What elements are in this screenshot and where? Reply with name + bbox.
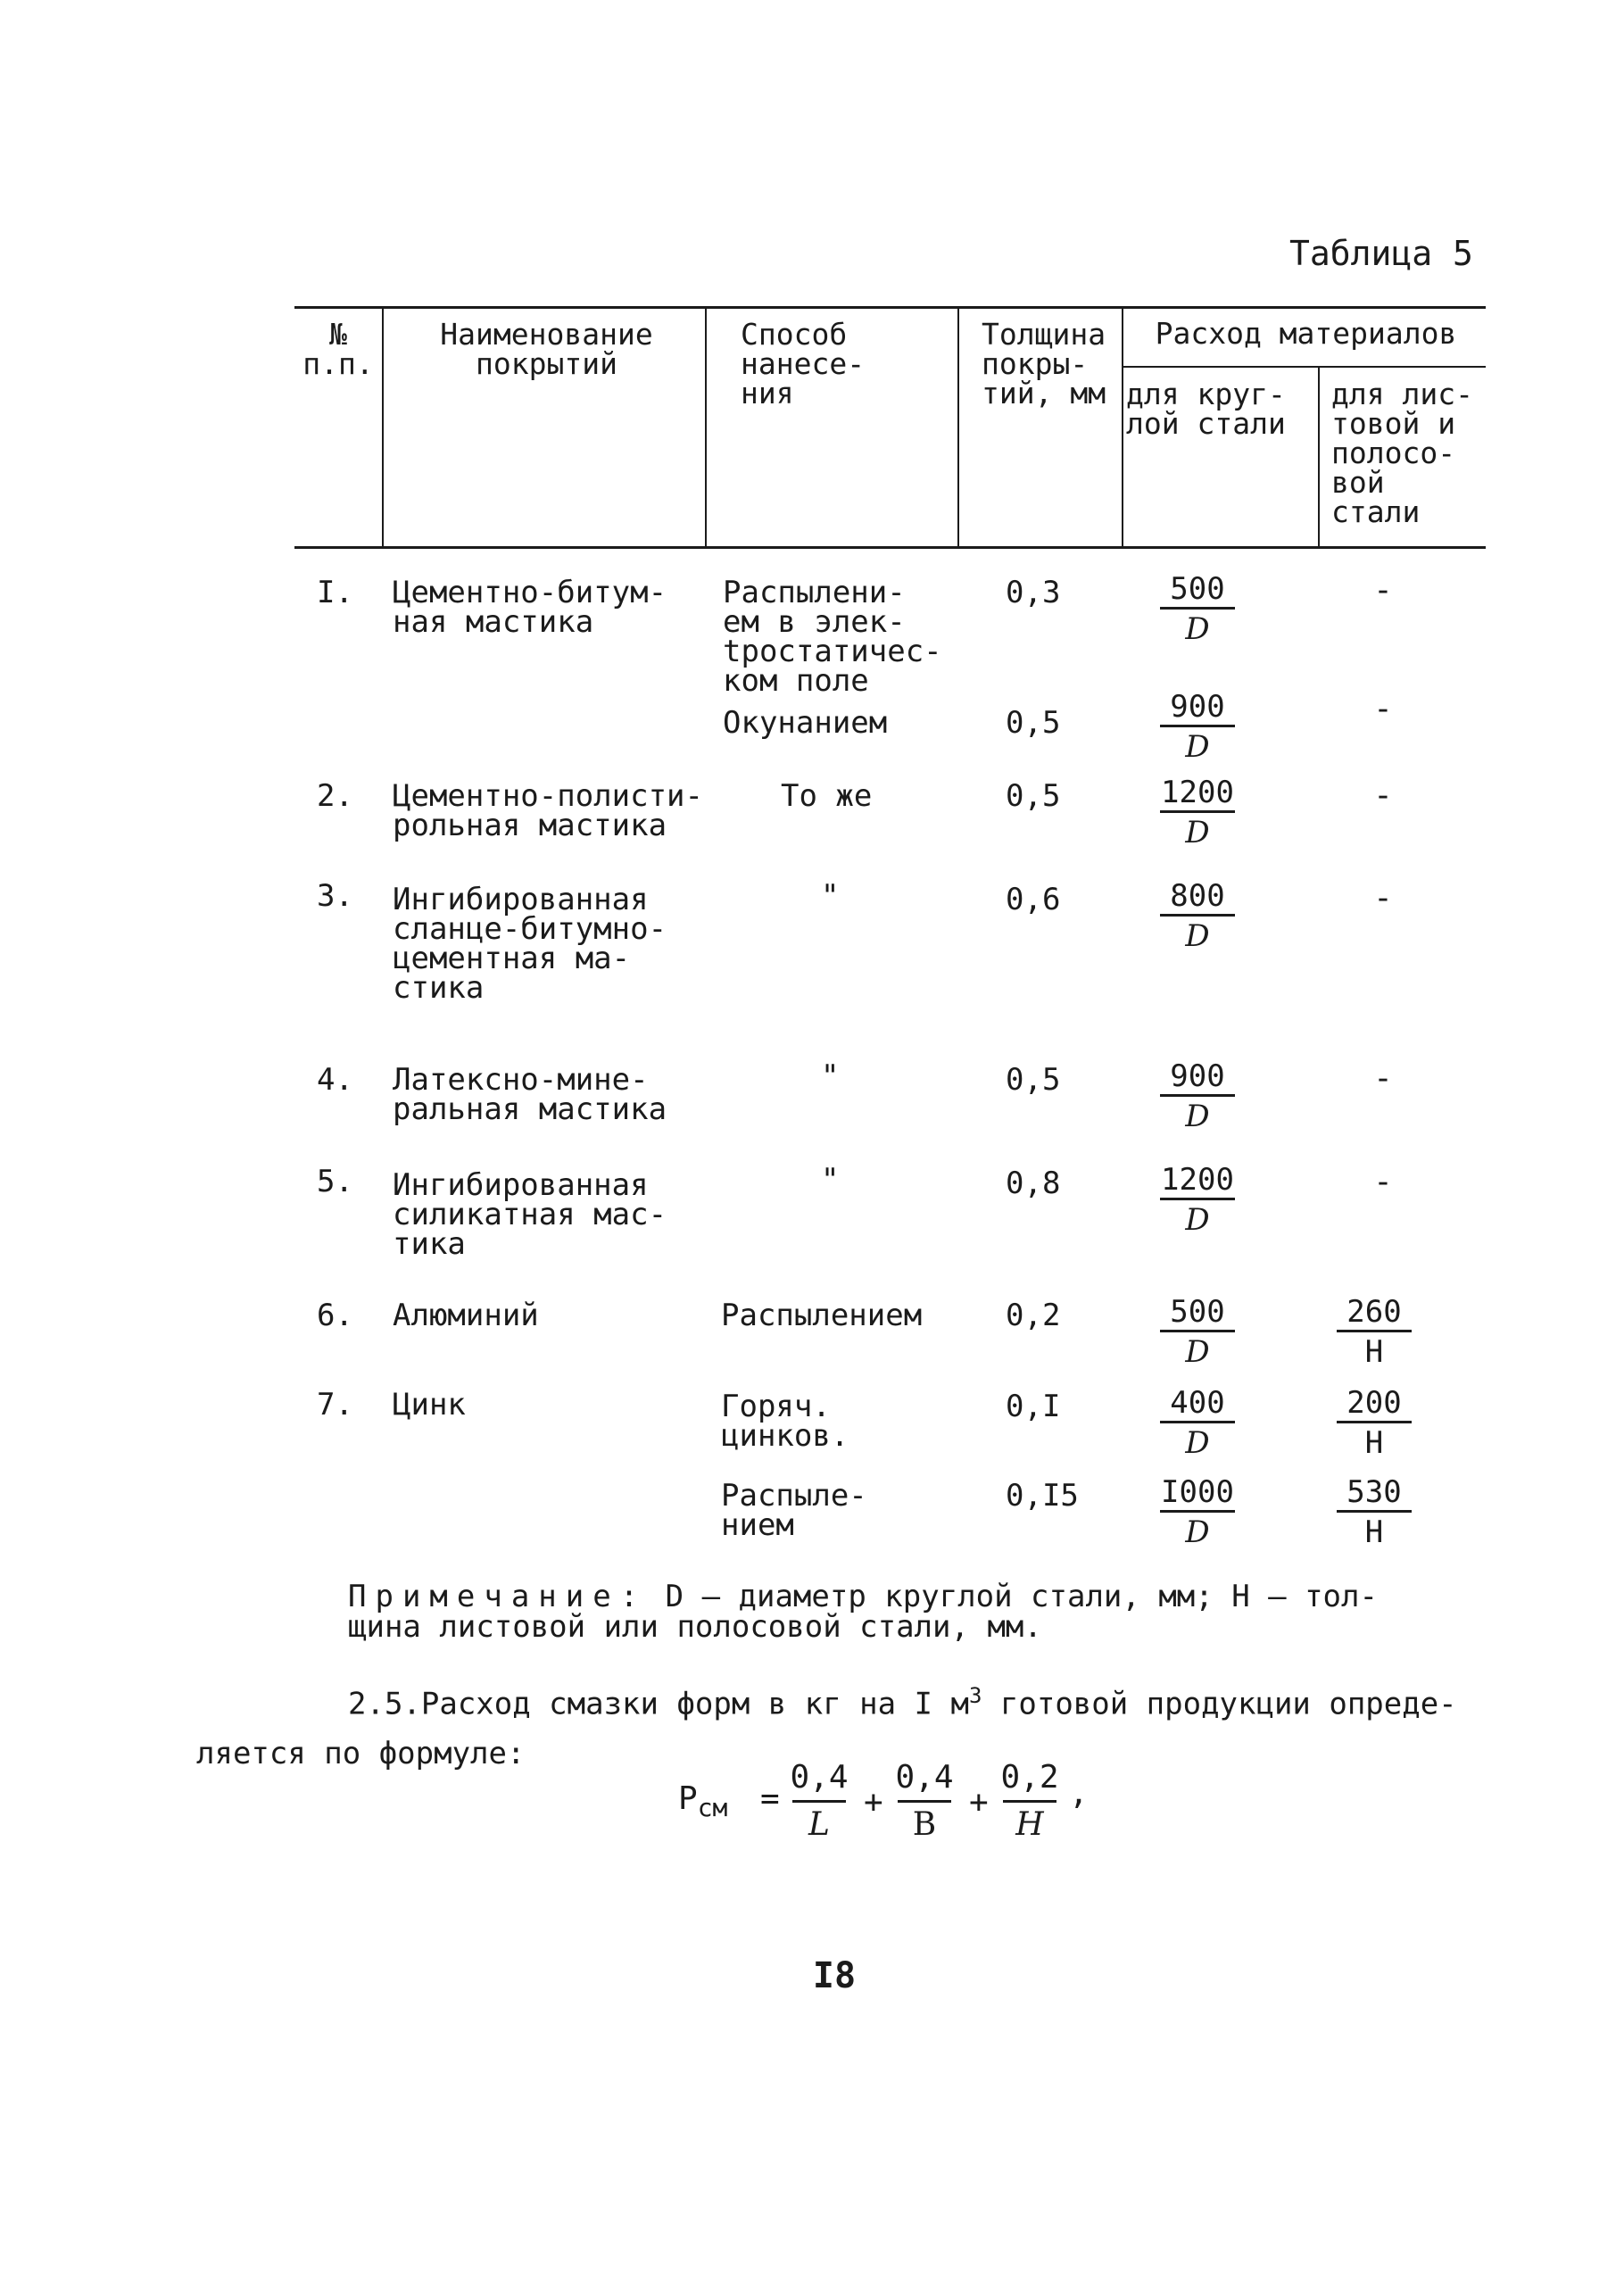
- row-1-num: I.: [317, 575, 353, 610]
- row-7-round-fraction: [1135, 1385, 1260, 1459]
- row-7-num: 7.: [317, 1387, 353, 1423]
- term-3-denominator: H: [1015, 1806, 1044, 1843]
- paragraph-text-3: ляется по формуле:: [196, 1736, 526, 1772]
- formula-plus-1: +: [864, 1784, 883, 1821]
- row-5-round-numerator: 1200: [1161, 1162, 1234, 1198]
- row-5-method: ": [821, 1162, 840, 1198]
- row-5-round-fraction: [1135, 1162, 1260, 1236]
- row-2-method: То же: [781, 778, 873, 814]
- row-5-name: Ингибированная силикатная мас- тика: [393, 1167, 667, 1262]
- term-2-denominator: B: [912, 1806, 937, 1843]
- row-1-round-denominator: D: [1185, 611, 1210, 647]
- row-4-sheet-dash: -: [1373, 1060, 1393, 1097]
- row-2-num: 2.: [317, 778, 353, 814]
- term-2-numerator: 0,4: [895, 1759, 954, 1796]
- row-1b-round-denominator: D: [1185, 729, 1210, 765]
- row-3-thickness: 0,6: [1006, 882, 1061, 917]
- row-2-round-numerator: 1200: [1161, 775, 1234, 810]
- col-divider-5: [1318, 367, 1320, 547]
- row-1b-sheet-dash: -: [1373, 691, 1393, 727]
- row-7b-method: Распыле- нием: [721, 1478, 867, 1543]
- row-2-round-fraction: [1135, 775, 1260, 849]
- table-caption: Таблица 5: [1289, 234, 1473, 273]
- table-top-rule: [294, 306, 1486, 309]
- row-1b-round-numerator: 900: [1170, 689, 1225, 725]
- row-6-name: Алюминий: [393, 1298, 539, 1333]
- formula-trailing-comma: ,: [1069, 1775, 1089, 1812]
- row-6-num: 6.: [317, 1298, 353, 1333]
- formula-plus-2: +: [969, 1784, 989, 1821]
- row-3-round-numerator: 800: [1170, 878, 1225, 914]
- row-6-sheet-fraction: [1312, 1294, 1437, 1368]
- header-consumption: Расход материалов: [1155, 316, 1457, 351]
- row-6-thickness: 0,2: [1006, 1298, 1061, 1333]
- row-7-round-denominator: D: [1185, 1425, 1210, 1461]
- page-number: I8: [812, 1955, 857, 1996]
- row-5-round-denominator: D: [1185, 1202, 1210, 1238]
- formula-term-2: [889, 1759, 960, 1843]
- row-1b-round-fraction: [1135, 689, 1260, 763]
- row-6-round-numerator: 500: [1170, 1294, 1225, 1330]
- col-divider-3: [957, 306, 959, 547]
- table-header-rule: [294, 546, 1486, 549]
- row-4-num: 4.: [317, 1062, 353, 1098]
- header-name: Наименование покрытий: [440, 317, 653, 381]
- row-1b-method: Окунанием: [723, 705, 888, 741]
- term-1-numerator: 0,4: [790, 1759, 849, 1796]
- row-7-sheet-fraction: [1312, 1385, 1437, 1459]
- row-1-thickness: 0,3: [1006, 575, 1061, 610]
- row-7b-sheet-fraction: [1312, 1474, 1437, 1548]
- row-3-round-denominator: D: [1185, 918, 1210, 954]
- row-1-method: Распылени- ем в элек- tростатичес- ком поле: [723, 575, 942, 699]
- row-5-sheet-dash: -: [1373, 1164, 1393, 1200]
- row-4-round-fraction: [1135, 1058, 1260, 1132]
- formula-lhs-subscript: см: [697, 1793, 728, 1823]
- header-method: Способ нанесе- ния: [741, 317, 866, 411]
- row-1-sheet-dash: -: [1373, 572, 1393, 609]
- paragraph-superscript: 3: [968, 1683, 982, 1708]
- formula-lhs: [678, 1780, 728, 1823]
- row-3-round-fraction: [1135, 878, 1260, 952]
- row-7-name: Цинк: [393, 1387, 466, 1423]
- row-1-round-fraction: [1135, 571, 1260, 645]
- row-6-sheet-numerator: 260: [1346, 1294, 1402, 1330]
- row-5-num: 5.: [317, 1164, 353, 1199]
- row-7-thickness: 0,I: [1006, 1389, 1061, 1424]
- row-7-sheet-denominator: H: [1364, 1425, 1384, 1461]
- row-3-num: 3.: [317, 878, 353, 914]
- note-label: Примечание:: [348, 1579, 648, 1614]
- row-1-round-numerator: 500: [1170, 571, 1225, 607]
- term-3-numerator: 0,2: [1000, 1759, 1059, 1796]
- paragraph-text-1: 2.5.Расход смазки форм в кг на I м: [348, 1686, 969, 1722]
- row-2-thickness: 0,5: [1006, 778, 1061, 814]
- row-7-round-numerator: 400: [1170, 1385, 1225, 1421]
- row-6-method: Распылением: [721, 1298, 923, 1333]
- row-7b-round-fraction: [1135, 1474, 1260, 1548]
- row-4-round-numerator: 900: [1170, 1058, 1225, 1094]
- row-2-sheet-dash: -: [1373, 777, 1393, 814]
- row-4-thickness: 0,5: [1006, 1062, 1061, 1098]
- formula-term-1: [783, 1759, 855, 1843]
- row-1-name: Цементно-битум- ная мастика: [393, 575, 667, 640]
- row-3-name: Ингибированная сланце-битумно- цементная ма- стика: [393, 882, 667, 1006]
- row-6-round-denominator: D: [1185, 1334, 1210, 1370]
- header-sheet-steel: для лис- товой и полосо- вой стали: [1331, 377, 1473, 529]
- row-4-name: Латексно-мине- ральная мастика: [393, 1062, 667, 1127]
- row-7b-thickness: 0,I5: [1006, 1478, 1079, 1514]
- row-3-sheet-dash: -: [1373, 880, 1393, 917]
- row-4-method: ": [821, 1058, 840, 1094]
- row-7-sheet-numerator: 200: [1346, 1385, 1402, 1421]
- formula-term-3: [994, 1759, 1065, 1843]
- row-2-name: Цементно-полисти- рольная мастика: [393, 778, 703, 843]
- formula-equals: =: [760, 1780, 780, 1817]
- header-round-steel: для круг- лой стали: [1126, 377, 1286, 441]
- row-3-method: ": [821, 878, 840, 914]
- row-6-round-fraction: [1135, 1294, 1260, 1368]
- term-1-denominator: L: [808, 1806, 830, 1843]
- header-thickness: Толщина покры- тий, мм: [982, 317, 1106, 411]
- row-5-thickness: 0,8: [1006, 1166, 1061, 1201]
- row-1b-thickness: 0,5: [1006, 705, 1061, 741]
- row-2-round-denominator: D: [1185, 815, 1210, 850]
- col-divider-2: [705, 306, 707, 547]
- row-7b-sheet-numerator: 530: [1346, 1474, 1402, 1510]
- formula-lhs-symbol: P: [678, 1780, 698, 1817]
- header-num: № п.п.: [302, 317, 374, 381]
- table-note: [348, 1579, 1490, 1645]
- formula: [678, 1759, 1178, 1861]
- col-divider-1: [382, 306, 384, 547]
- row-7b-round-denominator: D: [1185, 1514, 1210, 1550]
- row-7b-sheet-denominator: H: [1364, 1514, 1384, 1550]
- row-4-round-denominator: D: [1185, 1099, 1210, 1134]
- consumption-subheader-rule: [1123, 366, 1486, 368]
- note-text: D – диаметр круглой стали, мм; H – тол- щина листовой или полосовой стали, мм.: [348, 1579, 1378, 1645]
- paragraph-text-2: готовой продукции опреде-: [982, 1686, 1457, 1722]
- row-6-sheet-denominator: H: [1364, 1334, 1384, 1370]
- row-7b-round-numerator: I000: [1161, 1474, 1234, 1510]
- row-7-method: Горяч. цинков.: [721, 1389, 849, 1454]
